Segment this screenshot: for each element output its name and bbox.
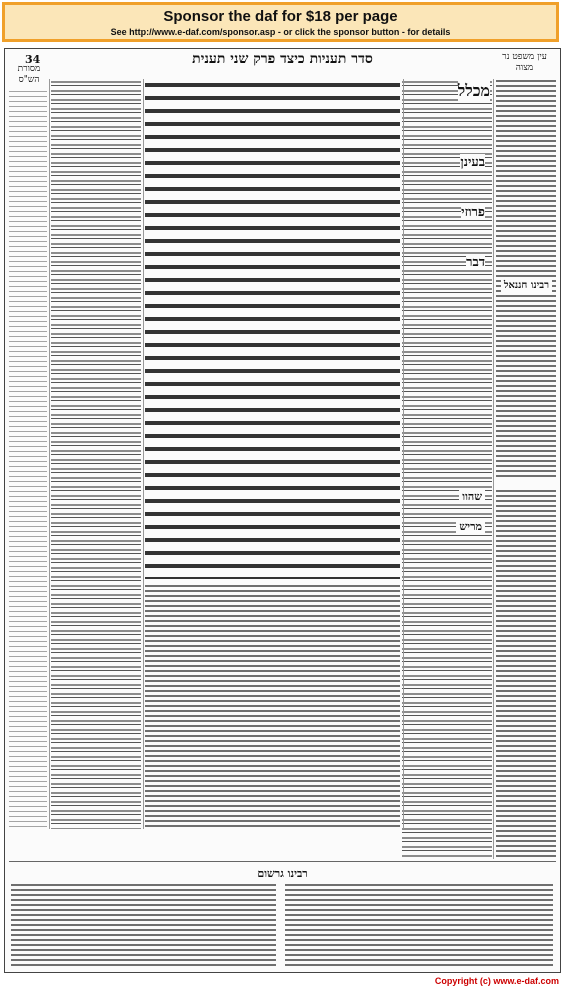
copyright-notice[interactable]: Copyright (c) www.e-daf.com [434,976,559,986]
side-word-2: מריש [456,519,485,534]
talmud-page [4,48,561,973]
gemara-text-block [145,79,400,579]
right-commentary-column [402,79,492,859]
page-title: סדר תעניות כיצד פרק שני תענית [192,51,373,67]
dibur-hamatchil-1: בעינן [460,155,485,170]
gershom-column-right [285,883,553,968]
tosafot-column [51,79,141,829]
dibur-hamatchil-2: פרוזי [461,205,485,220]
sponsor-details-link[interactable]: See http://www.e-daf.com/sponsor.asp - or click the sponsor button - for details [110,27,451,37]
sponsor-headline: Sponsor the daf for $18 per page [163,8,398,25]
page-number: 34 [25,53,41,66]
sponsor-banner[interactable] [2,2,559,42]
ein-mishpat-label: עין משפט נר מצוה [502,52,547,73]
gershom-column-left [11,883,276,968]
opening-word: מכלל [457,81,490,100]
masoret-column [9,89,47,829]
rabbeinu-chananel-title: רבינו חננאל [501,279,552,292]
rabbeinu-gershom-title: רבינו גרשום [257,867,308,880]
masoret-label: מסורת הש"ס [17,64,41,85]
side-word-1: שהוו [459,489,485,504]
rabbeinu-chananel-column [496,489,556,859]
page-header [5,51,560,85]
dibur-hamatchil-3: דבר [466,255,485,270]
gemara-lower-block [145,584,400,829]
